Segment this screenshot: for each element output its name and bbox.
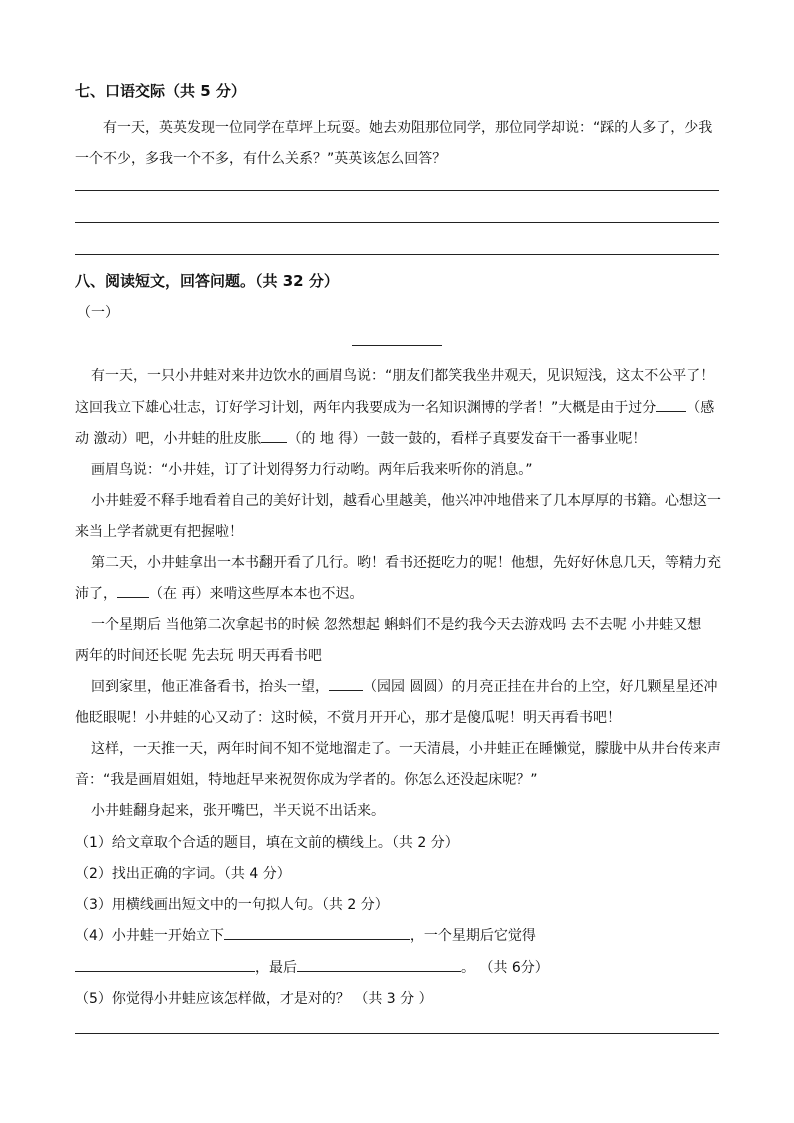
story-text: 沛了， [75,586,117,602]
story-line [75,583,363,603]
story-text: （在 再）来啃这些厚本本也不迟。 [149,586,364,602]
story-text: （的 地 得）一鼓一鼓的，看样子真要发奋干一番事业呢！ [287,431,647,447]
story-line: 小井蛙翻身起来，张开嘴巴，半天说不出话来。 [91,803,385,819]
question-text: （4）小井蛙一开始立下 [75,928,224,944]
story-text: （感 [686,400,715,416]
answer-line-q5[interactable] [75,1033,719,1034]
section-7-paragraph-line2: 一个不少，多我一个不多，有什么关系？”英英该怎么回答？ [75,151,447,167]
story-line: 小井蛙爱不释手地看着自己的美好计划，越看心里越美，他兴冲冲地借来了几本厚厚的书籍。心想这一 [91,493,721,509]
section-7-paragraph-line1: 有一天，英英发现一位同学在草坪上玩耍。她去劝阻那位同学，那位同学却说：“踩的人多了，少我 [103,120,713,136]
question-text: ，一个星期后它觉得 [409,928,536,944]
answer-blank-feeling[interactable] [75,957,255,972]
fill-blank-yuanyuan[interactable] [329,676,363,691]
question-1: （1）给文章取个合适的题目，填在文前的横线上。（共 2 分） [75,835,459,851]
subsection-label: （一） [77,305,119,321]
fill-blank-gandong[interactable] [656,397,686,412]
question-text: ，最后 [255,960,297,976]
question-text: 。 （共 6分） [461,960,549,976]
title-blank-line[interactable] [352,345,442,346]
story-text: 回到家里，他正准备看书，抬头一望， [91,679,329,695]
question-3: （3）用横线画出短文中的一句拟人句。（共 2 分） [75,897,389,913]
answer-blank-result[interactable] [297,957,461,972]
story-line: 他眨眼呢！小井蛙的心又动了：这时候，不赏月开开心，那才是傻瓜呢！明天再看书吧！ [75,710,621,726]
story-line-punctuation-task: 一个星期后 当他第二次拿起书的时候 忽然想起 蝌蚪们不是约我今天去游戏吗 去不去呢 小井蛙又想 [91,617,702,633]
fill-blank-zai[interactable] [117,583,149,598]
story-line: 画眉鸟说：“小井娃，订了计划得努力行动哟。两年后我来听你的消息。” [91,462,533,478]
question-5: （5）你觉得小井蛙应该怎样做，才是对的？ （共 3 分 ） [75,991,433,1007]
answer-line-3[interactable] [75,254,719,255]
question-4-line2 [75,957,549,977]
answer-blank-plan[interactable] [224,925,410,940]
story-line-punctuation-task: 两年的时间还长呢 先去玩 明天再看书吧 [75,648,322,664]
story-line: 第二天，小井蛙拿出一本书翻开看了几行。哟！看书还挺吃力的呢！他想，先好好休息几天，等精力充 [91,555,721,571]
question-2: （2）找出正确的字词。（共 4 分） [75,866,291,882]
story-line [75,428,646,448]
story-line: 音：“我是画眉姐姐，特地赶早来祝贺你成为学者的。你怎么还没起床呢？” [75,772,538,788]
fill-blank-de[interactable] [261,428,287,443]
story-text: 这回我立下雄心壮志，订好学习计划，两年内我要成为一名知识渊博的学者！”大概是由于过分 [75,400,657,416]
story-text: 动 激动）吧，小井蛙的肚皮胀 [75,431,262,447]
answer-line-2[interactable] [75,222,719,223]
answer-line-1[interactable] [75,190,719,191]
section-8-heading: 八、阅读短文，回答问题。（共 32 分） [75,272,339,290]
section-7-heading: 七、口语交际（共 5 分） [75,82,246,100]
story-line [75,397,714,417]
question-4-line1 [75,925,536,945]
story-text: （园园 圆圆）的月亮正挂在井台的上空，好几颗星星还冲 [363,679,718,695]
story-line: 有一天，一只小井蛙对来井边饮水的画眉鸟说：“朋友们都笑我坐井观天，见识短浅，这太不公平了！ [91,368,715,384]
story-line [91,676,717,696]
story-line: 这样，一天推一天，两年时间不知不觉地溜走了。一天清晨，小井蛙正在睡懒觉，朦胧中从井台传来声 [91,741,721,757]
story-line: 来当上学者就更有把握啦！ [75,524,243,540]
